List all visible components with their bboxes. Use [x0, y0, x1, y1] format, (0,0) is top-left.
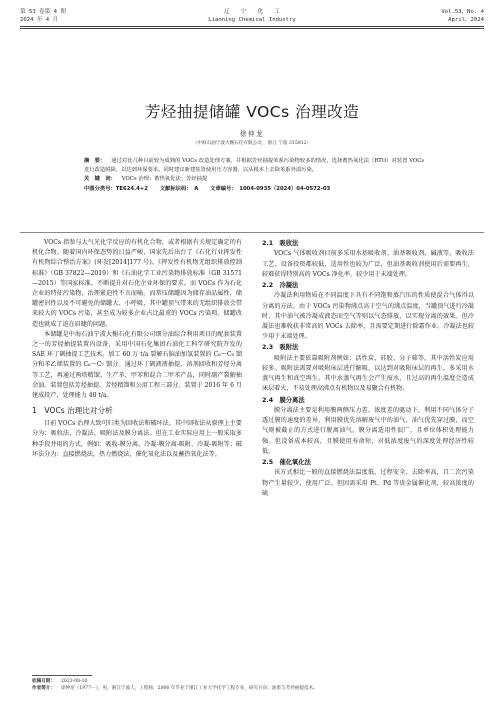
subsection-heading-adsorption: 2.3 吸附法 — [262, 344, 299, 352]
issue-date: 2024 年 4 月 — [20, 17, 59, 23]
subsection-heading-catalytic: 2.5 催化氧化法 — [262, 459, 311, 467]
section-1-heading: 1 VOCs 治理比对分析 — [32, 406, 113, 416]
clc-number: 中图分类号：TE624.4+2 — [84, 185, 148, 192]
article-number: 文章编号： 1004-0935（2024）04-0572-03 — [210, 185, 331, 192]
journal-name-cn: 辽 宁 化 工 — [224, 9, 280, 15]
author-bio-line — [32, 685, 472, 692]
journal-name-en: Liaoning Chemical Industry — [208, 17, 296, 23]
received-date: 2023-08-10 — [60, 679, 88, 684]
footnote-rule — [32, 675, 92, 676]
article-title: 芳烃抽提储罐 VOCs 治理改造 — [144, 103, 360, 121]
abstract-block — [84, 157, 424, 194]
keywords — [84, 175, 424, 184]
section-1-paragraph: 目前 VOCs 治理大致可归类为回收法和破坏法。其中回收法从原理上主要分为：吸收法、冷凝法、吸附法及膜分离法。但在工业实际应用上一般采取多种手段并用的方式。例如：吸收-膜分离、冷凝-膜分离-吸附、冷凝-吸附等；破坏法分为：直接燃烧法，热力燃烧法，催化氧化法以及蓄热氧化法等。 — [32, 420, 242, 458]
classification-line — [84, 185, 424, 194]
subsection-paragraph-condensation: 冷凝法利用物质在不同温度下具有不同饱和蒸汽压的性质使混合气体得以分离的方法。由于 VOCs 污染物沸点高于空气的沸点温度，当罐顶气进行冷凝时，其中油气被冷凝成液态而空气等则以气态排放，以实现分离的效果。但冷凝法也难收获非常高的 VOCs 去除率，且需要定期进行除霜作业。冷凝法也较少用于末端处理。 — [262, 292, 474, 341]
abstract-label: 摘 要： — [84, 158, 106, 164]
abstract-text: 通过对比几种目前较为成熟的 VOCs 改造处理方案，并根据芳烃抽提苯系污染物较多的情况，选择蓄热氧化法（RTO）对装置 VOCs 进行改造脱除，以达到环保要求。同时建议新建装置使用压力容器，以从根本上去除苯系外溢污染。 — [84, 158, 424, 174]
subsection-paragraph-adsorption: 吸附法主要依靠吸附剂例如：活性炭、硅胶、分子筛等，其中活性炭应用较多。吸附法需要对吸附床层进行解吸，以达到对吸附床层的再生，多采用水蒸气再生和真空再生。其中水蒸气再生会产生废水，且过高的再生温度会造成床层着火，不易处理高沸点有机物以及易聚合有机物。 — [262, 354, 474, 393]
intro-paragraph-2: 本储罐是中海石油宁波大榭石化有限公司细分油综合利用项目的配套装置之一的芳烃抽提装置内设备，采用中国石化集团石油化工科学研究院开发的 SAE 环丁砜抽提工艺技术。加工 60 万 t/a 裂解石脑油加氢装置的 C₆～C₈ 馏分和苯乙烯装置的 C₆～C₇ 馏分。通过环丁砜液液抽提、溶剂回收和芳烃分离等工艺，再通过两塔精馏，生产苯、甲苯和混合二甲苯产品，同时副产裂解抽余油。装置包括芳烃抽提、芳烃精馏和公用工程三部分。装置于 2016 年 6 月建成投产，处理能力 40 t/a。 — [32, 330, 242, 400]
header-rule-thin — [20, 28, 484, 29]
header-rule — [20, 26, 484, 27]
received-date-line — [32, 678, 87, 685]
author-name: 徐仲龙 — [239, 130, 265, 138]
received-label: 收稿日期： — [32, 679, 55, 684]
subsection-heading-membrane: 2.4 膜分离法 — [262, 396, 305, 404]
keywords-text: VOCs 治理；蓄热氧化法；芳烃抽提 — [121, 176, 208, 183]
running-header — [20, 8, 484, 34]
subsection-heading-absorption: 2.1 吸收法 — [262, 240, 299, 247]
abstract — [84, 157, 424, 175]
volume-issue-en: Vol.53，No. 4 — [441, 9, 484, 15]
intro-paragraph-1: VOCs 指参与大气光化学反应的有机化合物，或者根据有关规定确定的有机化合物。随着国内环保态势的日益严峻，国家先后出台了《石化行业挥发性有机物综合整治方案》(环发[2014]177 号)、《挥发性有机物无组织排放控制标准》（GB 37822—2019）和《石油化学工业污染物排放标准（GB 31571—2015）等国家标准，不断提升对石化企业环保的要求。而 VOCs 作为石化企业的特征污染物，治理紧迫性不言而喻。而常压储罐因为储存油品属性，储罐密封性以及不可避免的储罐大、小呼吸，其中罐顶气带来的无组织排放会带来较大的 VOCs 污染，甚至成为较多企业占比最重的 VOCs 污染项。储罐改造也就成了迫在眉睫的问题。 — [32, 239, 242, 328]
abstract-rule — [20, 232, 484, 233]
left-column — [32, 238, 242, 460]
subsection-paragraph-catalytic: 该方式相比一般的直接燃烧法温度低、过程安全、去除率高，且二次污染物产生量较少，使用广泛。但因需采用 Pt、Pd 等贵金属催化剂，较高浓度的硫 — [262, 469, 474, 497]
subsection-heading-condensation: 2.2 冷凝法 — [262, 282, 299, 290]
volume-issue: 第 53 卷第 4 期 — [20, 9, 66, 15]
document-code: 文献标识码： A — [159, 185, 199, 192]
keywords-label: 关 键 词： — [84, 176, 116, 183]
issue-date-en: April，2024 — [448, 17, 484, 23]
subsection-paragraph-membrane: 膜分离法主要是利用膜两侧压力差、浓度差的驱动下，利用不同气体分子透过膜的速度的差异，利用膜优先溶解废气中的油气，油气优先穿过膜，而空气则被截止的方式进行脱离油气。膜分离适用性很广，且单位体积处理能力强。但设备成本较高，且膜使用寿命短，对低浓度废气的深度处理经济性较低。 — [262, 407, 474, 455]
subsection-paragraph-absorption: VOCs 气体吸收剂目前多采用水基吸收剂、油基吸收剂、碱液等。吸收法工艺、设备投资都较低，适用性也较为广泛，但油基吸收剂使用后需要再生，较难获得特别高的 VOCs 净化率，较少用于末端处理。 — [262, 250, 474, 278]
author-bio-text: 徐仲龙（1977－），男，浙江宁波人，工程师，2006 年毕业于浙江工业大学化学工程专业，研究方向：油浆与芳烃抽提技术。 — [60, 686, 318, 691]
affiliation: （中海石油宁波大榭石化有限公司， 浙江 宁波 315812） — [192, 141, 312, 146]
author-bio-label: 作者简介： — [32, 686, 55, 691]
right-column — [262, 238, 474, 499]
